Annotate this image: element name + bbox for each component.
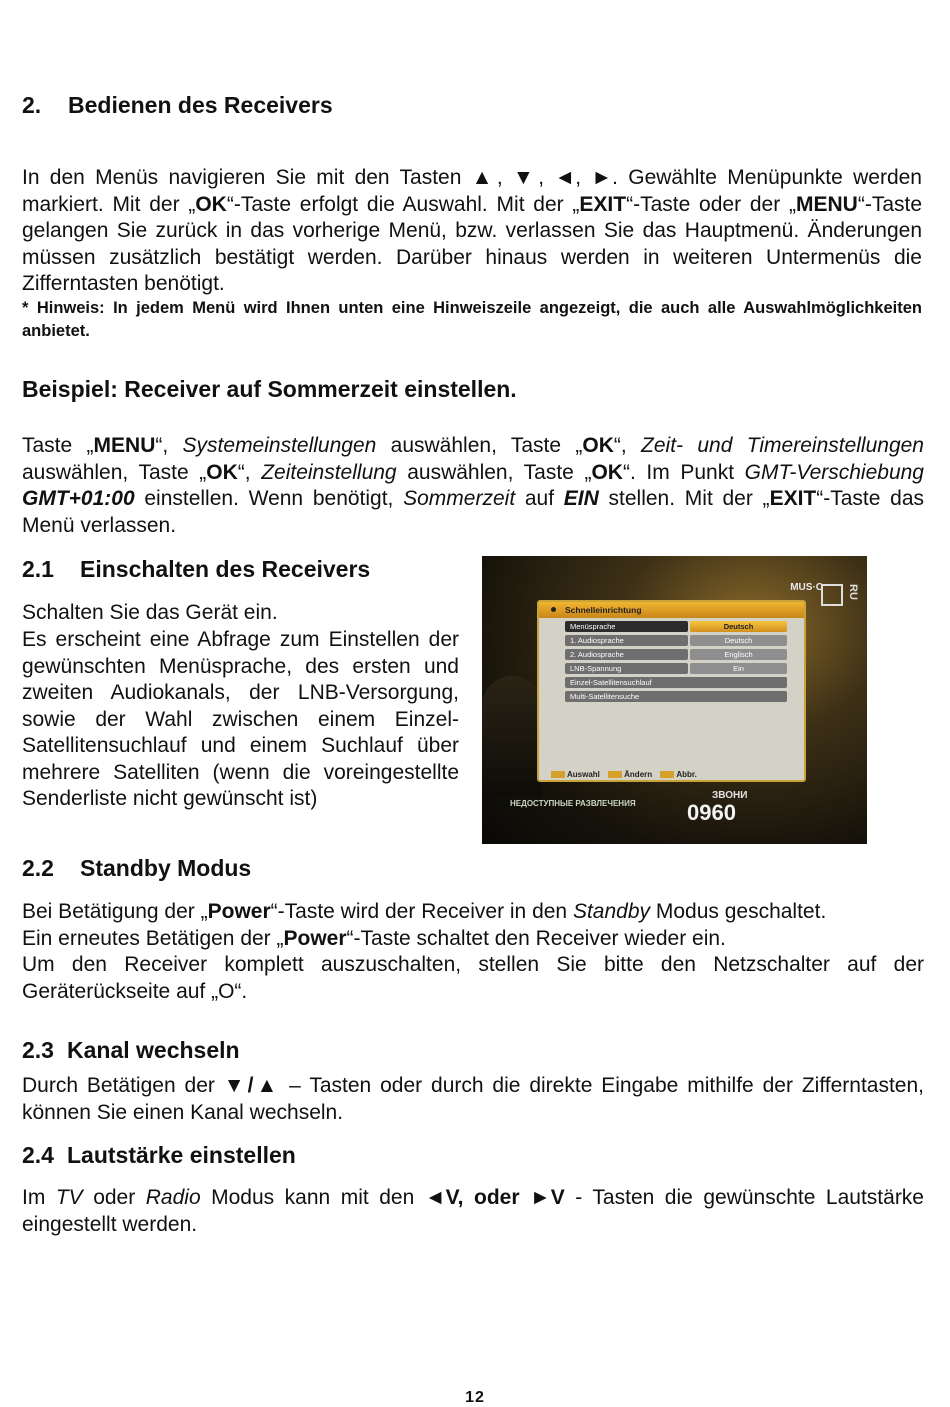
tv-banner-text: НЕДОСТУПНЫЕ РАЗВЛЕЧЕНИЯ xyxy=(510,799,636,808)
hint-note: * Hinweis: In jedem Menü wird Ihnen unten eine Hinweiszeile angezeigt, die auch alle Auswahlmöglichkeiten anbietet. xyxy=(22,299,922,340)
channel-logo: MUS·C xyxy=(790,582,823,593)
menu-row[interactable]: 2. Audiosprache Englisch xyxy=(565,649,787,660)
section-2-4-body: Im TV oder Radio Modus kann mit den ◄V, oder ►V - Tasten die gewünschte Lautstärke eingestellt werden. xyxy=(22,1186,924,1236)
channel-logo-side: RU xyxy=(847,584,860,600)
menu-row[interactable]: 1. Audiosprache Deutsch xyxy=(565,635,787,646)
background-figure xyxy=(482,676,542,796)
section-2-3-body: Durch Betätigen der ▼/▲ – Tasten oder durch die direkte Eingabe mithilfe der Zifferntasten, können Sie einen Kanal wechseln. xyxy=(22,1074,925,1124)
section-2-1-heading: 2.1 Einschalten des Receivers xyxy=(22,556,371,582)
menu-row[interactable]: Menüsprache Deutsch xyxy=(565,621,787,632)
section-2-1-body: Es erscheint eine Abfrage zum Einstellen der gewünschten Menüsprache, des ersten und zweiten Audiokanals, der LNB-Versorgung, sowie der Wahl zwischen einem Einzel-Satellitensuchlauf und einem Suchlauf über mehrere Satelliten (wenn die voreingestellte Senderliste nicht gewünscht ist) xyxy=(22,628,459,810)
menu-row[interactable]: LNB-Spannung Ein xyxy=(565,663,787,674)
section-2-heading: 2. Bedienen des Receivers xyxy=(22,92,333,118)
menu-title-bar: Schnelleinrichtung xyxy=(539,602,804,618)
section-2-2-body: Bei Betätigung der „Power“-Taste wird der Receiver in den Standby Modus geschaltet. Ein erneutes Betätigen der „Power“-Taste schaltet den Receiver wieder ein. Um den Receiver komplett auszuschalten, stellen Sie bitte den Netzschalter auf der Geräterückseite auf „O“. xyxy=(22,900,924,1003)
page-number: 12 xyxy=(465,1389,485,1406)
channel-logo-icon xyxy=(821,584,843,606)
example-heading: Beispiel: Receiver auf Sommerzeit einstellen. xyxy=(22,376,517,402)
section-2-2-heading: 2.2 Standby Modus xyxy=(22,855,252,881)
left-right-keys-icon xyxy=(608,771,622,778)
bullet-icon xyxy=(551,607,556,612)
exit-key-icon xyxy=(660,771,674,778)
menu-row[interactable]: Multi-Satellitensuche xyxy=(565,691,787,702)
section-2-1-line1: Schalten Sie das Gerät ein. xyxy=(22,601,278,624)
tv-phone-number: 0960 xyxy=(687,800,736,825)
example-paragraph: Taste „MENU“, Systemeinstellungen auswählen, Taste „OK“, Zeit- und Timereinstellungen auswählen, Taste „OK“, Zeiteinstellung auswählen, Taste „OK“. Im Punkt GMT-Verschiebung GMT+01:00 einstellen. Wenn benötigt, Sommerzeit auf EIN stellen. Mit der „EXIT“-Taste das Menü verlassen. xyxy=(22,434,925,537)
arrow-keys-icon xyxy=(551,771,565,778)
receiver-menu-screenshot xyxy=(482,556,867,844)
tv-phone-label: ЗВОНИ xyxy=(712,790,748,801)
quick-setup-menu xyxy=(537,600,806,782)
section-2-intro: In den Menüs navigieren Sie mit den Tasten ▲, ▼, ◄, ►. Gewählte Menüpunkte werden markiert. Mit der „OK“-Taste erfolgt die Auswahl. Mit der „EXIT“-Taste oder der „MENU“-Taste gelangen Sie zurück in das vorherige Menü, bzw. verlassen Sie das Hauptmenü. Änderungen müssen zusätzlich bestätigt werden. Darüber hinaus werden in weiteren Untermenüs die Zifferntasten benötigt. xyxy=(22,166,923,295)
section-2-3-heading: 2.3 Kanal wechseln xyxy=(22,1037,240,1063)
section-2-4-heading: 2.4 Lautstärke einstellen xyxy=(22,1142,296,1168)
menu-row[interactable]: Einzel-Satellitensuchlauf xyxy=(565,677,787,688)
menu-hint-line: Auswahl Ändern Abbr. xyxy=(551,770,697,779)
